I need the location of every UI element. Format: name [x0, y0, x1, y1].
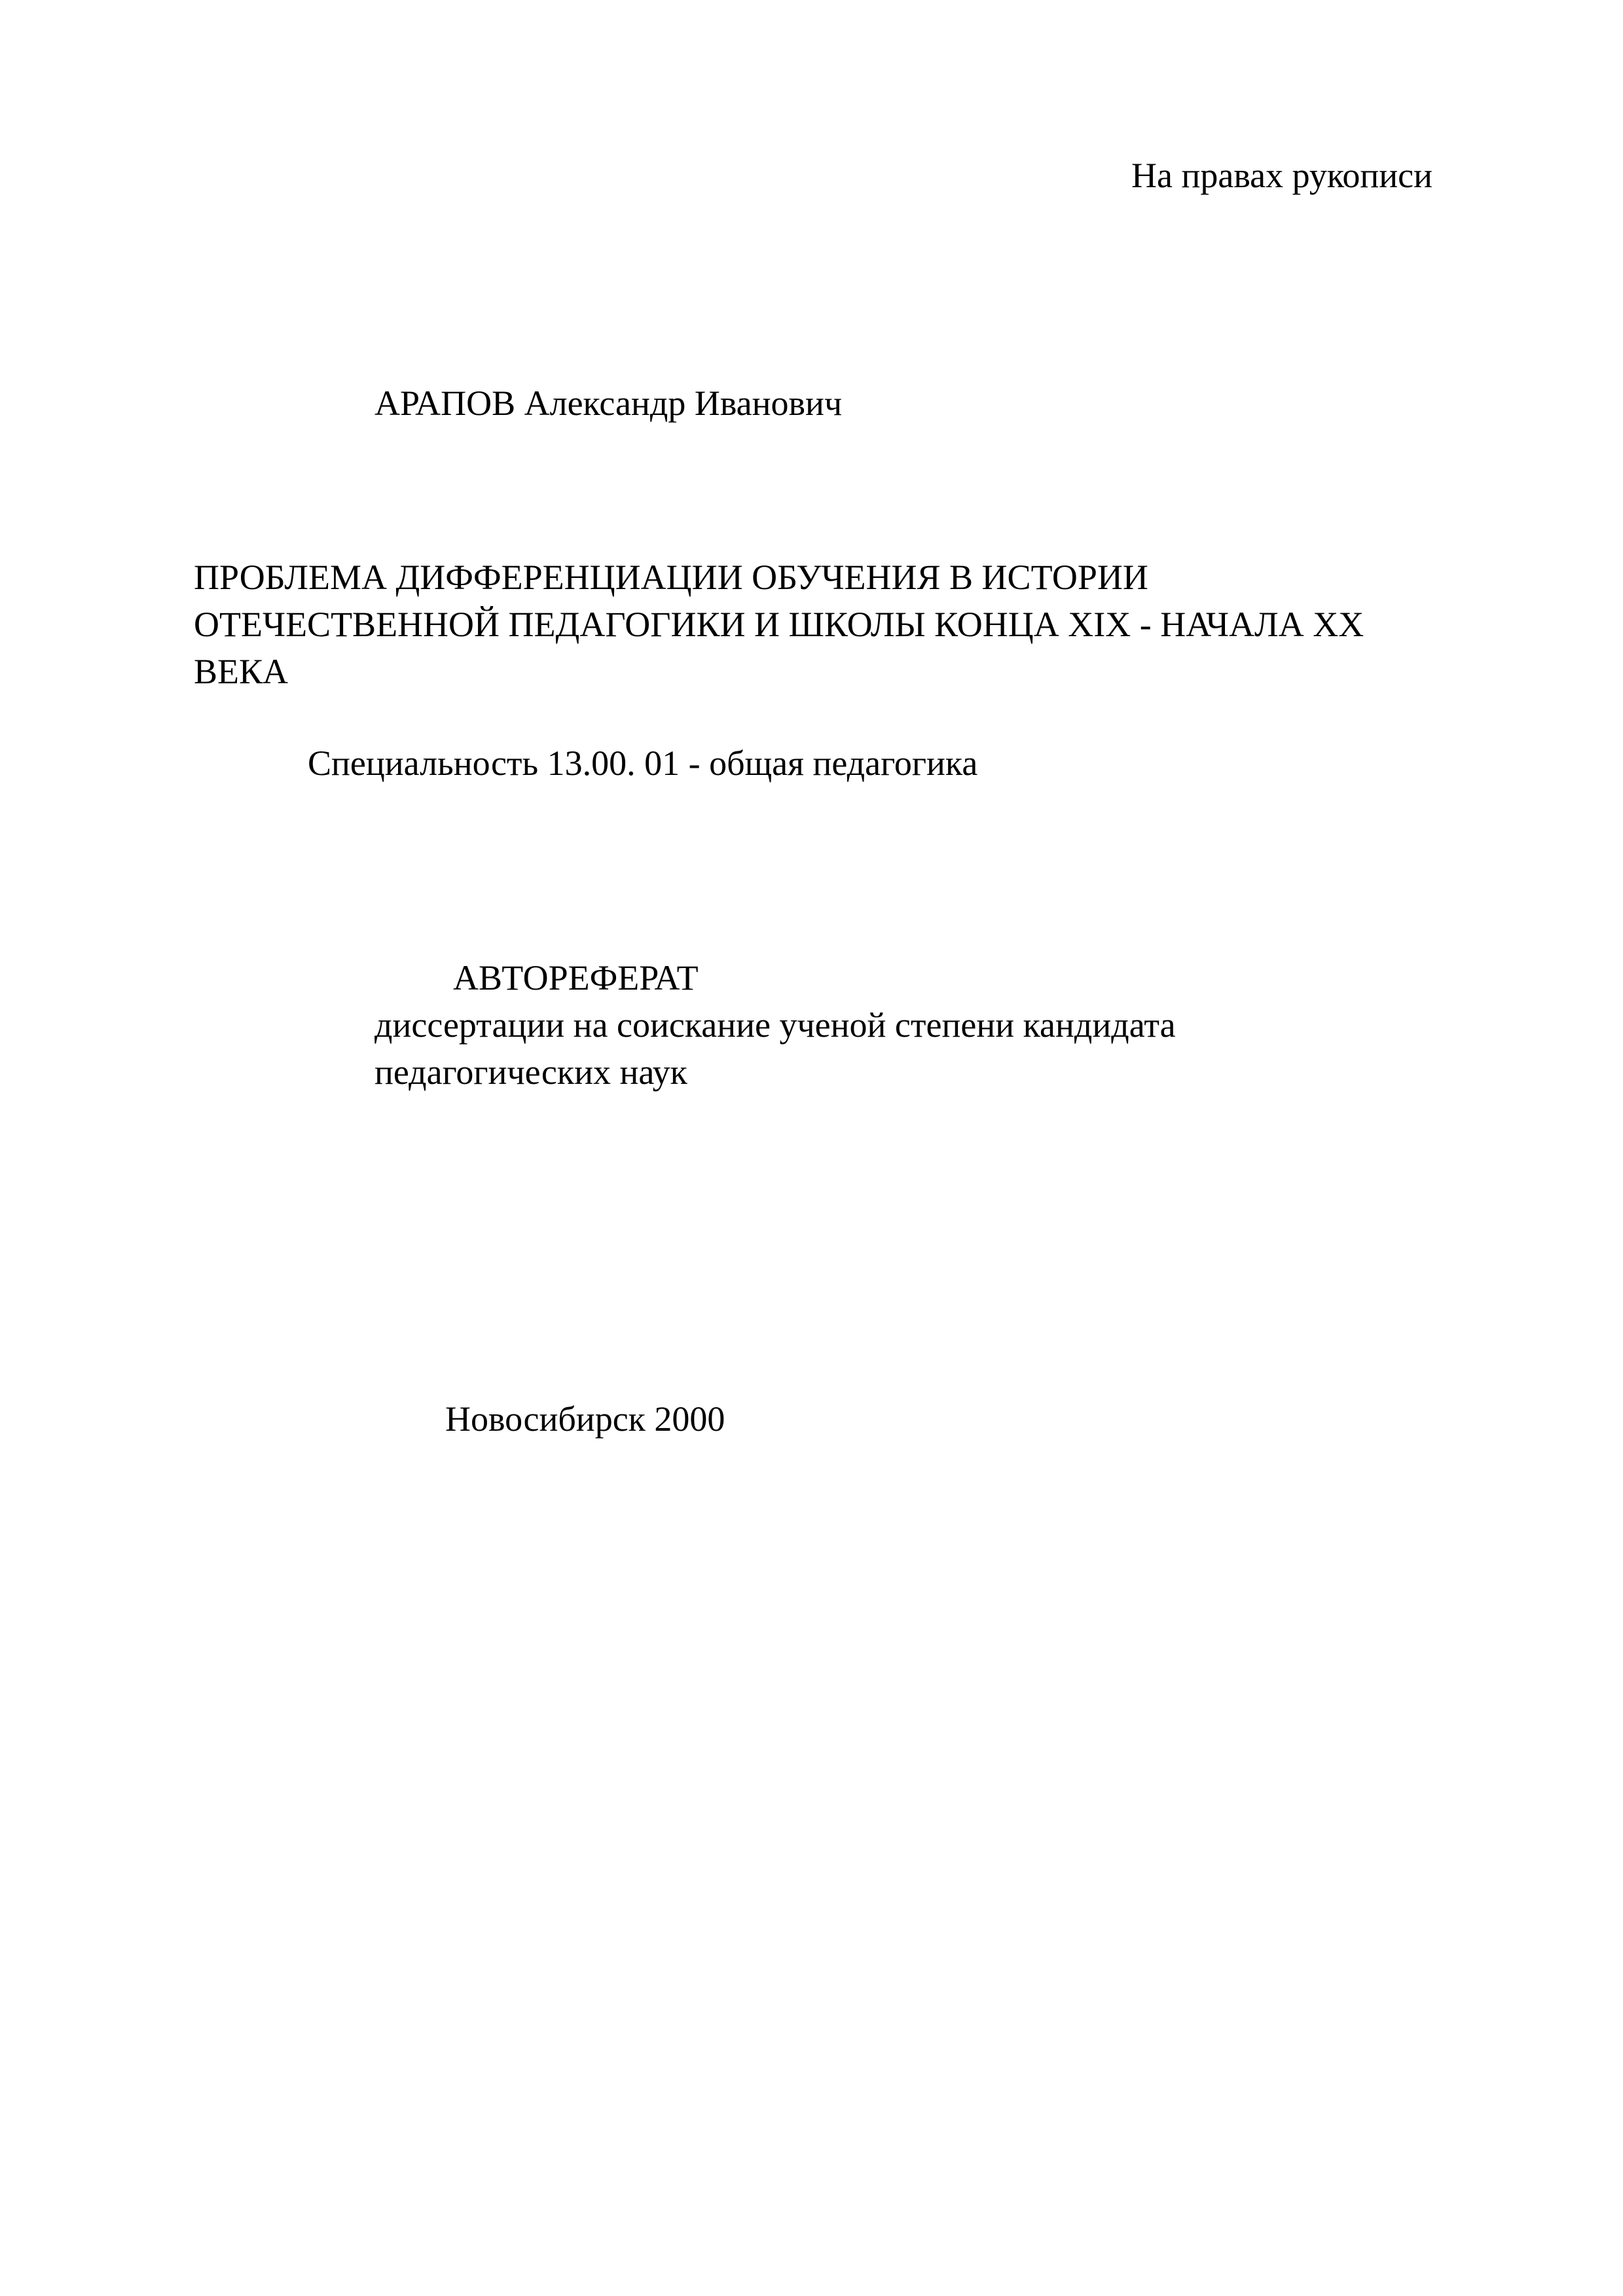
- manuscript-note: На правах рукописи: [1131, 156, 1433, 195]
- place-and-year: Новосибирск 2000: [445, 1399, 725, 1439]
- abstract-description: [374, 1001, 1176, 1096]
- title-line: ПРОБЛЕМА ДИФФЕРЕНЦИАЦИИ ОБУЧЕНИЯ В ИСТОРИИ: [194, 558, 1148, 597]
- abstract-heading: АВТОРЕФЕРАТ: [453, 958, 699, 997]
- title-line: ОТЕЧЕСТВЕННОЙ ПЕДАГОГИКИ И ШКОЛЫ КОНЦА XIX - НАЧАЛА XX: [194, 605, 1364, 644]
- author-name: АРАПОВ Александр Иванович: [374, 384, 843, 423]
- dissertation-title: [194, 554, 1364, 695]
- title-line: ВЕКА: [194, 652, 289, 691]
- specialty-line: Специальность 13.00. 01 - общая педагогика: [308, 744, 978, 783]
- abstract-description-line: педагогических наук: [374, 1052, 687, 1092]
- abstract-description-line: диссертации на соискание ученой степени кандидата: [374, 1005, 1176, 1045]
